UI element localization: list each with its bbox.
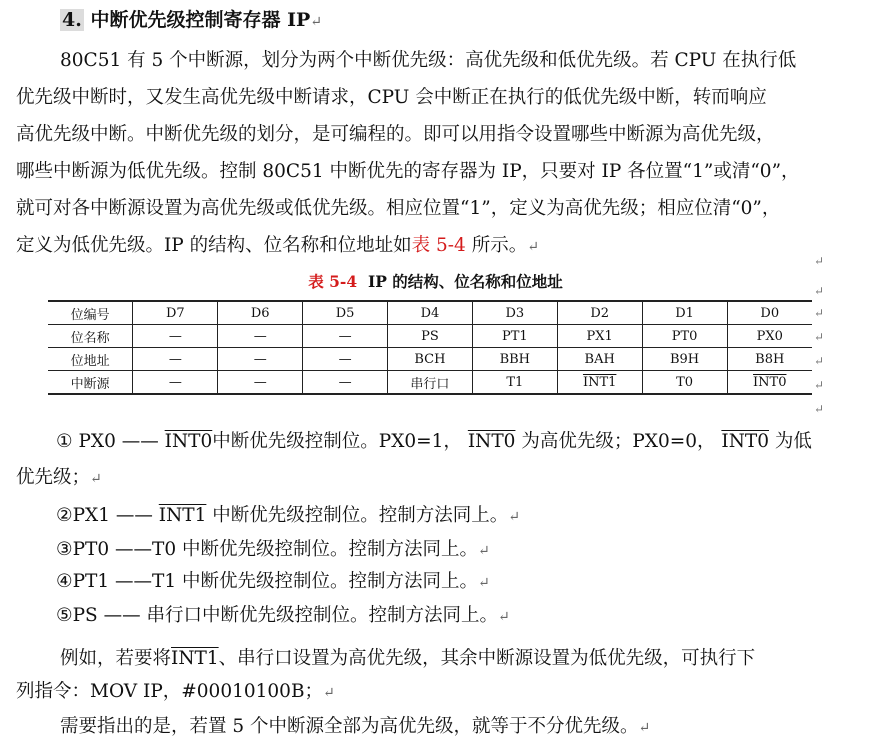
table-cell: — bbox=[133, 325, 218, 348]
intro-line: 高优先级中断。中断优先级的划分，是可编程的。即可以用指令设置哪些中断源为高优先级， bbox=[16, 124, 775, 145]
table-cell: — bbox=[303, 325, 388, 348]
table-row-interrupt-source bbox=[48, 371, 812, 395]
item-code: PX1 bbox=[72, 505, 110, 526]
section-heading bbox=[60, 8, 322, 34]
ip-register-table bbox=[48, 300, 812, 395]
item-dash: —— bbox=[115, 505, 153, 526]
note-line bbox=[16, 708, 854, 747]
item-pt1 bbox=[56, 570, 490, 595]
item-number: ③ bbox=[56, 539, 73, 560]
section-number: 4. bbox=[62, 9, 82, 31]
table-cell: — bbox=[303, 371, 388, 395]
table-cell: PT0 bbox=[642, 325, 727, 348]
paragraph-mark-icon: ↵ bbox=[814, 378, 825, 392]
intro-text: 定义为低优先级。IP 的结构、位名称和位地址如 bbox=[16, 235, 412, 256]
item-description: 为低 bbox=[774, 431, 812, 452]
table-cell: D6 bbox=[218, 301, 303, 325]
paragraph-mark-icon: ↵ bbox=[814, 402, 825, 416]
item-code: PX0 bbox=[78, 431, 116, 452]
note-text: 需要指出的是，若置 5 个中断源全部为高优先级，就等于不分优先级。 bbox=[60, 716, 639, 737]
table-cell: INT1 bbox=[557, 371, 642, 395]
intro-text: 所示。 bbox=[465, 235, 528, 256]
item-px1 bbox=[56, 504, 520, 529]
table-cell: INT0 bbox=[727, 371, 812, 395]
item-code: PS bbox=[72, 605, 98, 626]
paragraph-mark-icon: ↵ bbox=[478, 575, 490, 591]
table-reference-link[interactable]: 表 5-4 bbox=[411, 235, 466, 256]
intro-line: 就可对各中断源设置为高优先级或低优先级。相应位置“1”，定义为高优先级；相应位清“0”， bbox=[16, 198, 781, 219]
paragraph-mark-icon: ↵ bbox=[638, 720, 651, 736]
intro-line: 80C51 有 5 个中断源，划分为两个中断优先级：高优先级和低优先级。若 CPU 在执行低 bbox=[60, 50, 797, 71]
paragraph-mark-icon: ↵ bbox=[814, 330, 825, 344]
row-header: 位编号 bbox=[48, 301, 133, 325]
item-description: T1 中断优先级控制位。控制方法同上。 bbox=[152, 571, 479, 592]
table-caption-title: IP 的结构、位名称和位地址 bbox=[367, 272, 563, 291]
table-cell: D5 bbox=[303, 301, 388, 325]
item-number: ④ bbox=[56, 571, 73, 592]
paragraph-mark-icon: ↵ bbox=[508, 509, 521, 525]
paragraph-mark-icon: ↵ bbox=[323, 685, 335, 701]
paragraph-mark-icon: ↵ bbox=[478, 543, 490, 559]
paragraph-mark-icon: ↵ bbox=[90, 471, 102, 487]
item-code: PT0 bbox=[72, 539, 110, 560]
item-number: ① bbox=[56, 431, 73, 452]
item-dash: —— bbox=[115, 539, 153, 560]
table-cell: 串行口 bbox=[388, 371, 473, 395]
intro-line bbox=[16, 227, 854, 266]
table-cell: — bbox=[218, 371, 303, 395]
table-cell: BAH bbox=[557, 348, 642, 371]
example-paragraph bbox=[16, 640, 854, 712]
table-cell: BCH bbox=[388, 348, 473, 371]
note-paragraph bbox=[16, 708, 854, 747]
table-cell: D1 bbox=[642, 301, 727, 325]
table-cell: B8H bbox=[727, 348, 812, 371]
intro-line: 优先级中断时，又发生高优先级中断请求，CPU 会中断正在执行的低优先级中断，转而响应 bbox=[16, 87, 767, 108]
paragraph-mark-icon: ↵ bbox=[814, 254, 825, 268]
table-cell: — bbox=[303, 348, 388, 371]
table-cell: PX0 bbox=[727, 325, 812, 348]
table-cell: — bbox=[133, 348, 218, 371]
intro-line: 哪些中断源为低优先级。控制 80C51 中断优先的寄存器为 IP，只要对 IP 各位置“1”或清“0”， bbox=[16, 161, 800, 182]
signal-name: INT0 bbox=[164, 431, 213, 452]
paragraph-mark-icon: ↵ bbox=[527, 239, 539, 255]
paragraph-mark-icon: ↵ bbox=[814, 306, 825, 320]
signal-name: INT0 bbox=[721, 431, 769, 452]
table-row-bit-address bbox=[48, 348, 812, 371]
intro-paragraph bbox=[16, 42, 854, 266]
section-title: 中断优先级控制寄存器 IP bbox=[90, 9, 311, 31]
item-description: 中断优先级控制位。控制方法同上。 bbox=[212, 505, 509, 526]
item-number: ⑤ bbox=[56, 605, 73, 626]
signal-name: INT1 bbox=[171, 648, 219, 669]
example-text: 、串行口设置为高优先级，其余中断源设置为低优先级，可执行下 bbox=[218, 648, 756, 669]
example-text: 例如，若要将 bbox=[60, 648, 172, 669]
item-px0 bbox=[56, 430, 812, 454]
example-line bbox=[16, 673, 854, 712]
table-cell: — bbox=[133, 371, 218, 395]
table-caption-number: 表 5-4 bbox=[308, 272, 358, 291]
item-description: 串行口中断优先级控制位。控制方法同上。 bbox=[146, 605, 499, 626]
item-pt0 bbox=[56, 538, 490, 563]
table-cell: D7 bbox=[133, 301, 218, 325]
table-row-bit-name bbox=[48, 325, 812, 348]
paragraph-mark-icon: ↵ bbox=[814, 284, 825, 298]
example-line bbox=[16, 640, 854, 677]
table-cell: — bbox=[218, 325, 303, 348]
table-cell: — bbox=[218, 348, 303, 371]
paragraph-mark-icon: ↵ bbox=[814, 354, 825, 368]
item-px0-continued bbox=[16, 466, 102, 491]
row-header: 中断源 bbox=[48, 371, 133, 395]
paragraph-mark-icon: ↵ bbox=[498, 609, 510, 625]
item-dash: —— bbox=[115, 571, 153, 592]
item-dash: —— bbox=[103, 605, 141, 626]
row-header: 位地址 bbox=[48, 348, 133, 371]
table-cell: B9H bbox=[642, 348, 727, 371]
table-cell: D4 bbox=[388, 301, 473, 325]
item-ps bbox=[56, 604, 510, 629]
table-cell: D0 bbox=[727, 301, 812, 325]
table-caption bbox=[0, 270, 871, 292]
item-description: T0 中断优先级控制位。控制方法同上。 bbox=[152, 539, 479, 560]
table-cell: BBH bbox=[472, 348, 557, 371]
table-cell: PS bbox=[388, 325, 473, 348]
row-header: 位名称 bbox=[48, 325, 133, 348]
table-cell: T1 bbox=[472, 371, 557, 395]
table-cell: PX1 bbox=[557, 325, 642, 348]
table-cell: T0 bbox=[642, 371, 727, 395]
signal-name: INT0 bbox=[467, 431, 516, 452]
table-row-bit-number bbox=[48, 301, 812, 325]
example-instruction: 列指令：MOV IP，#00010100B； bbox=[16, 681, 324, 702]
table-cell: D2 bbox=[557, 301, 642, 325]
item-code: PT1 bbox=[72, 571, 110, 592]
item-dash: —— bbox=[121, 431, 159, 452]
table-cell: PT1 bbox=[472, 325, 557, 348]
paragraph-mark-icon: ↵ bbox=[310, 14, 322, 30]
signal-name: INT1 bbox=[158, 505, 207, 526]
item-description: 为高优先级；PX0=0， bbox=[521, 431, 716, 452]
item-description: 中断优先级控制位。PX0=1， bbox=[212, 431, 462, 452]
table-cell: D3 bbox=[472, 301, 557, 325]
item-description: 优先级； bbox=[16, 467, 91, 488]
item-number: ② bbox=[56, 505, 73, 526]
